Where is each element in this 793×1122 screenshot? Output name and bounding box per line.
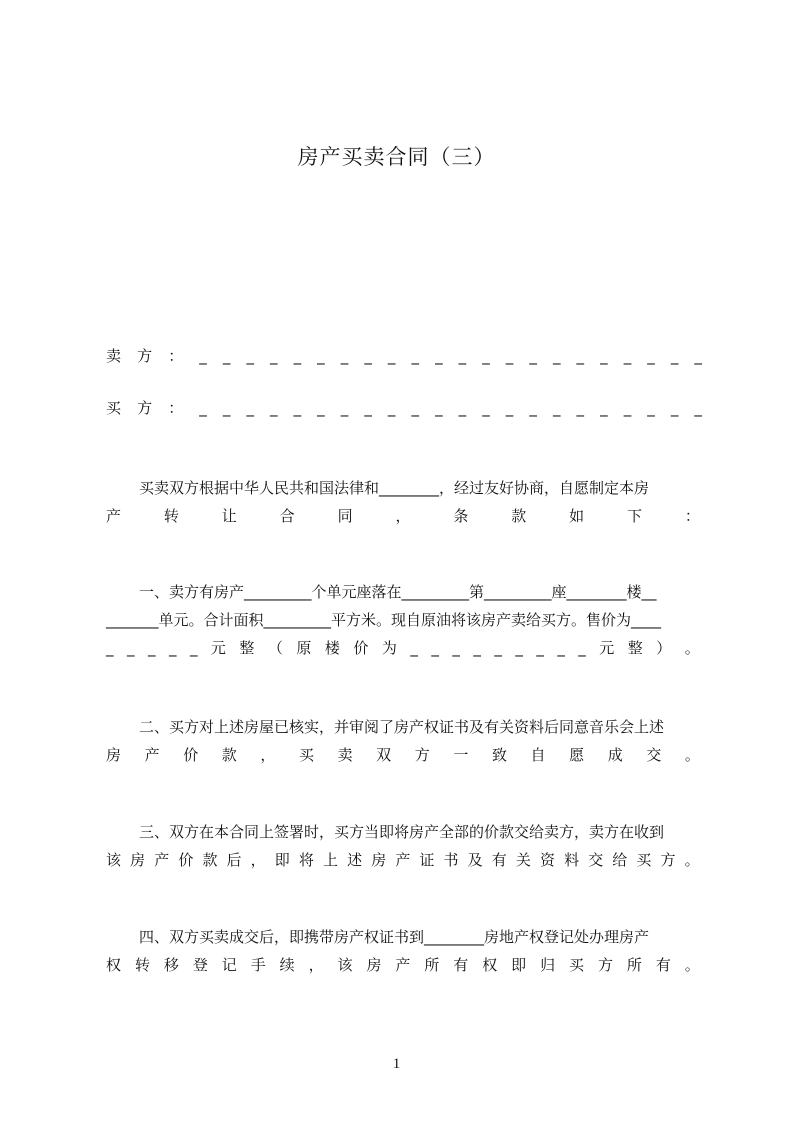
party-line-char: _ [647,399,655,417]
party-line-char: _ [364,399,372,417]
party-line-char: _ [529,347,537,365]
justified-char: 。 [684,851,700,869]
party-line-char: _ [670,347,679,365]
party-line-char: _ [694,347,702,365]
party-line-char: _ [600,347,608,365]
justified-char: 交 [646,746,662,764]
justified-char: 让 [221,507,237,525]
party-line-char: _ [364,347,372,365]
justified-char: 元 [210,639,226,657]
justified-char: 转 [134,956,150,974]
justified-char: 。 [684,639,700,657]
justified-char: 款 [221,746,237,764]
clause1-line-2: _______单元。合计面积_________平方米。现自原油将该房产卖给买方。售价为____ [106,611,662,629]
party-line-char: 方 [137,347,153,365]
justified-char: 卖 [337,746,353,764]
justified-char: 给 [612,851,628,869]
justified-char: 条 [453,507,469,525]
justified-char: 同 [337,507,353,525]
document-title: 房产买卖合同（三） [297,145,496,169]
justified-char: 关 [515,851,531,869]
party-line-char: _ [317,399,325,417]
justified-char: _ [494,639,502,657]
justified-char: _ [536,639,544,657]
party-line-char: _ [340,399,349,417]
intro-line-1: 买卖双方根据中华人民共和国法律和________，经过友好协商，自愿制定本房 [139,479,650,497]
justified-char: 产 [154,851,170,869]
clause3-line-2 [106,850,700,870]
justified-char: 款 [511,507,527,525]
justified-char: 元 [599,639,615,657]
party-line-char: _ [552,347,561,365]
justified-char: _ [189,639,198,657]
justified-char: ， [308,956,324,974]
party-line-char: _ [222,347,231,365]
justified-char: 有 [453,956,469,974]
clause1-line-3 [106,638,700,658]
justified-char: 证 [419,851,435,869]
justified-char: _ [410,639,418,657]
party-line-char: _ [199,399,207,417]
party-line-char: _ [505,399,514,417]
justified-char: _ [473,639,481,657]
clause2-line-1: 二、买方对上述房屋已核实，并审阅了房产权证书及有关资料后同意音乐会上述 [139,718,665,736]
party-line-char: _ [482,399,490,417]
justified-char: 买 [298,746,314,764]
party-line-char: _ [387,399,396,417]
justified-char: 记 [221,956,237,974]
justified-char: 自 [530,746,546,764]
justified-char: 权 [106,956,122,974]
clause4-line-2 [106,955,700,975]
justified-char: ） [656,639,672,657]
justified-char: 双 [376,746,392,764]
justified-char: 有 [655,956,671,974]
page-number: 1 [392,1056,401,1072]
justified-char: 有 [491,851,507,869]
justified-char: 产 [395,956,411,974]
justified-char: 续 [279,956,295,974]
justified-char: 买 [636,851,652,869]
party-line-char: _ [576,347,585,365]
justified-char: ： [684,507,700,525]
justified-char: _ [431,639,439,657]
party-line-char: _ [340,347,349,365]
justified-char: 所 [424,956,440,974]
party-line-char: _ [482,347,490,365]
justified-char: ， [250,851,266,869]
justified-char: 愿 [569,746,585,764]
justified-char: 。 [684,746,700,764]
justified-char: 上 [322,851,338,869]
party-line-char: 方 [137,399,153,417]
justified-char: _ [126,639,135,657]
justified-char: 款 [202,851,218,869]
justified-char: 转 [163,507,179,525]
party-line-char: _ [600,399,608,417]
justified-char: 房 [106,746,122,764]
justified-char: 整 [239,639,255,657]
party-line-char: 卖 [106,347,122,365]
justified-char: 登 [192,956,208,974]
justified-char: _ [168,639,177,657]
clause3-line-1: 三、双方在本合同上签署时，买方当即将房产全部的价款交给卖方，卖方在收到 [139,823,665,841]
party-line-char: _ [458,399,467,417]
justified-char: 交 [588,851,604,869]
party-line-char: 买 [106,399,122,417]
justified-char: 价 [353,639,369,657]
justified-char: 移 [163,956,179,974]
clause4-line-1: 四、双方买卖成交后，即携带房产权证书到________房地产权登记处办理房产 [139,928,650,946]
justified-char: （ [267,639,283,657]
justified-char: 为 [381,639,397,657]
justified-char: 成 [607,746,623,764]
justified-char: 即 [511,956,527,974]
party-line-char: _ [246,347,254,365]
justified-char: 手 [250,956,266,974]
party-line-char: _ [623,347,632,365]
party-line-char: _ [270,347,278,365]
justified-char: 即 [274,851,290,869]
party-line-char: _ [246,399,254,417]
justified-char: _ [515,639,523,657]
buyer-line [106,398,702,418]
justified-char: 归 [540,956,556,974]
justified-char: 。 [684,956,700,974]
party-line-char: _ [694,399,702,417]
justified-char: _ [557,639,565,657]
party-line-char: _ [552,399,561,417]
justified-char: 产 [106,507,122,525]
party-line-char: _ [293,399,302,417]
justified-char: 所 [626,956,642,974]
justified-char: 楼 [324,639,340,657]
justified-char: 合 [279,507,295,525]
party-line-char: _ [411,399,419,417]
justified-char: 产 [144,746,160,764]
justified-char: 房 [371,851,387,869]
justified-char: 价 [183,746,199,764]
justified-char: 方 [414,746,430,764]
justified-char: 方 [660,851,676,869]
justified-char: 资 [539,851,555,869]
party-line-char: _ [670,399,679,417]
party-line-char: _ [317,347,325,365]
justified-char: 买 [569,956,585,974]
party-line-char: _ [647,347,655,365]
clause2-line-2 [106,745,700,765]
party-line-char: _ [293,347,302,365]
justified-char: 如 [569,507,585,525]
justified-char: 述 [347,851,363,869]
justified-char: _ [147,639,156,657]
justified-char: 及 [467,851,483,869]
justified-char: 致 [491,746,507,764]
party-line-char: _ [435,347,443,365]
justified-char: 书 [443,851,459,869]
justified-char: 方 [597,956,613,974]
justified-char: 下 [627,507,643,525]
justified-char: 权 [482,956,498,974]
party-line-char: _ [199,347,207,365]
justified-char: _ [106,639,114,657]
party-line-char: _ [529,399,537,417]
party-line-char: _ [623,399,632,417]
justified-char: 原 [296,639,312,657]
justified-char: 后 [226,851,242,869]
party-line-char: _ [270,399,278,417]
justified-char: 房 [366,956,382,974]
justified-char: 一 [453,746,469,764]
party-line-char: _ [505,347,514,365]
seller-line [106,346,702,366]
party-line-char: _ [387,347,396,365]
party-line-char: ： [168,399,184,417]
justified-char: _ [452,639,460,657]
justified-char: 产 [395,851,411,869]
party-line-char: ： [168,347,184,365]
party-line-char: _ [222,399,231,417]
justified-char: 该 [337,956,353,974]
intro-line-2 [106,506,700,526]
justified-char: 价 [178,851,194,869]
justified-char: 料 [564,851,580,869]
party-line-char: _ [411,347,419,365]
justified-char: 将 [298,851,314,869]
party-line-char: _ [458,347,467,365]
party-line-char: _ [576,399,585,417]
justified-char: ， [260,746,276,764]
party-line-char: _ [435,399,443,417]
justified-char: _ [578,639,586,657]
justified-char: 整 [627,639,643,657]
justified-char: 房 [130,851,146,869]
justified-char: ， [395,507,411,525]
justified-char: 该 [106,851,122,869]
clause1-line-1: 一、卖方有房产_________个单元座落在_________第_________座________楼__ [139,583,657,601]
